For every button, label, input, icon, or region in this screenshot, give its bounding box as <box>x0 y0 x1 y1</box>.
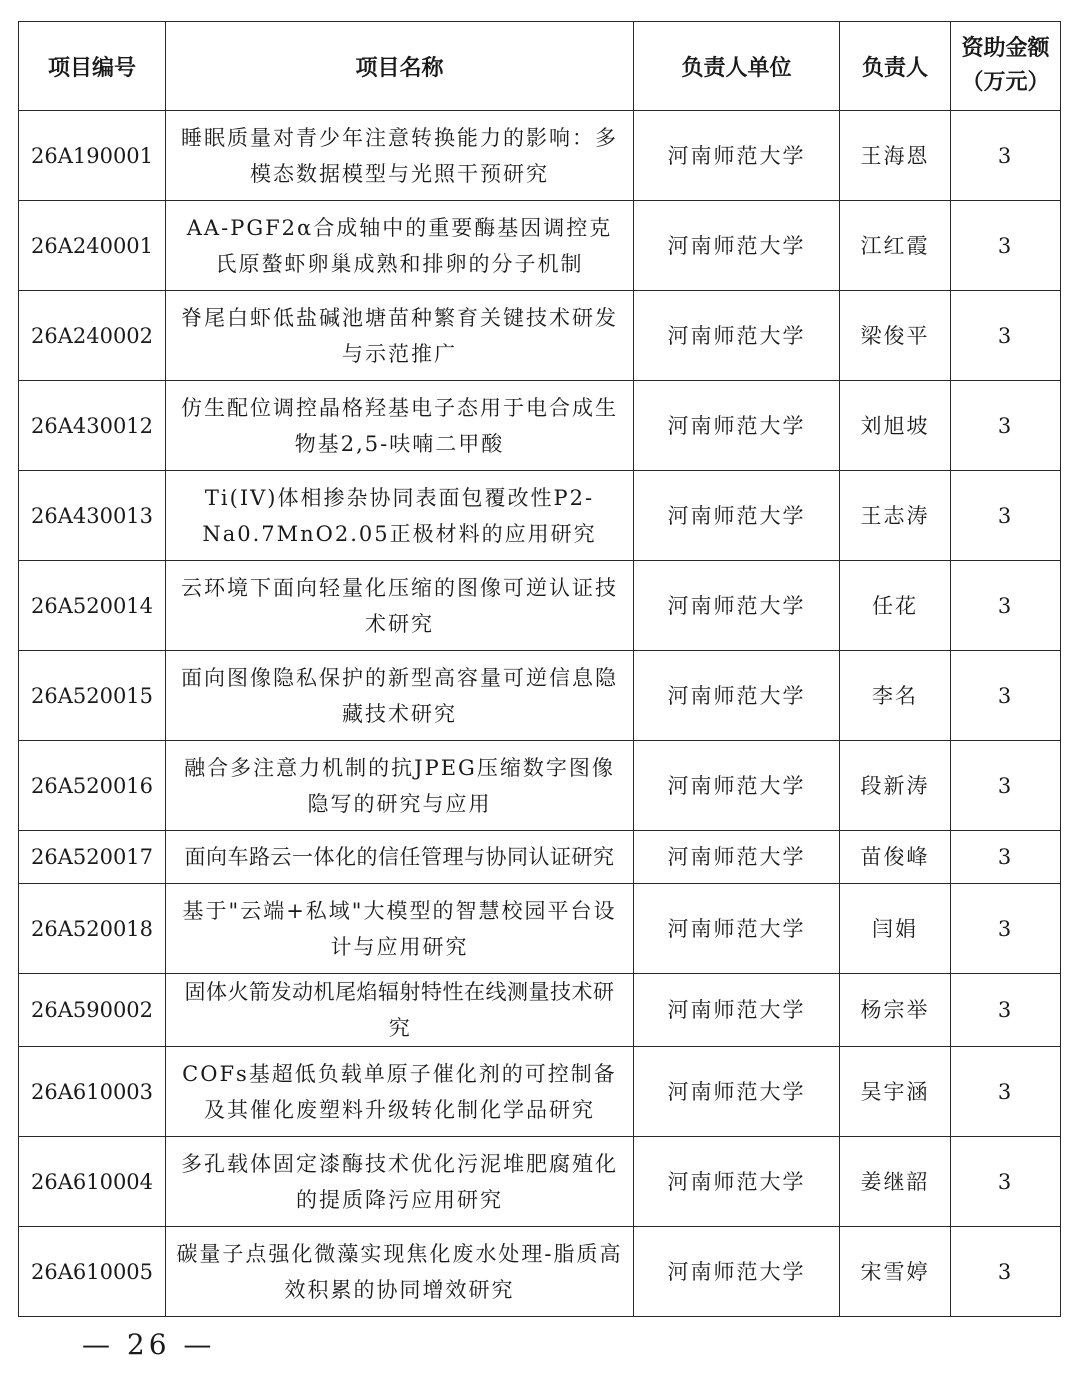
project-id-cell: 26A520014 <box>19 561 166 651</box>
leader-cell: 吴宇涵 <box>840 1047 951 1137</box>
project-id-cell: 26A240001 <box>19 201 166 291</box>
project-name-cell: 仿生配位调控晶格羟基电子态用于电合成生物基2,5-呋喃二甲酸 <box>166 381 634 471</box>
header-unit: 负责人单位 <box>634 22 840 111</box>
project-name-cell: 固体火箭发动机尾焰辐射特性在线测量技术研究 <box>166 974 634 1047</box>
project-id-cell: 26A520018 <box>19 884 166 974</box>
amount-cell: 3 <box>951 381 1061 471</box>
unit-cell: 河南师范大学 <box>634 561 840 651</box>
unit-cell: 河南师范大学 <box>634 741 840 831</box>
project-name-cell: 融合多注意力机制的抗JPEG压缩数字图像隐写的研究与应用 <box>166 741 634 831</box>
project-name-cell: COFs基超低负载单原子催化剂的可控制备及其催化废塑料升级转化制化学品研究 <box>166 1047 634 1137</box>
unit-cell: 河南师范大学 <box>634 471 840 561</box>
unit-cell: 河南师范大学 <box>634 651 840 741</box>
project-name-cell: 基于"云端+私域"大模型的智慧校园平台设计与应用研究 <box>166 884 634 974</box>
header-leader: 负责人 <box>840 22 951 111</box>
leader-cell: 杨宗举 <box>840 974 951 1047</box>
unit-cell: 河南师范大学 <box>634 884 840 974</box>
amount-cell: 3 <box>951 831 1061 884</box>
table-row <box>19 381 1061 471</box>
project-id-cell: 26A610004 <box>19 1137 166 1227</box>
leader-cell: 段新涛 <box>840 741 951 831</box>
table-row <box>19 651 1061 741</box>
unit-cell: 河南师范大学 <box>634 1227 840 1317</box>
project-id-cell: 26A430013 <box>19 471 166 561</box>
header-row <box>19 22 1061 111</box>
unit-cell: 河南师范大学 <box>634 111 840 201</box>
amount-cell: 3 <box>951 291 1061 381</box>
amount-cell: 3 <box>951 1047 1061 1137</box>
table-row <box>19 974 1061 1047</box>
table-row <box>19 741 1061 831</box>
leader-cell: 苗俊峰 <box>840 831 951 884</box>
amount-cell: 3 <box>951 884 1061 974</box>
page-number: — 26 — <box>82 1328 216 1361</box>
unit-cell: 河南师范大学 <box>634 201 840 291</box>
leader-cell: 宋雪婷 <box>840 1227 951 1317</box>
amount-cell: 3 <box>951 561 1061 651</box>
amount-cell: 3 <box>951 471 1061 561</box>
header-amount-line2: （万元） <box>961 70 1050 95</box>
project-name-cell: 面向图像隐私保护的新型高容量可逆信息隐藏技术研究 <box>166 651 634 741</box>
leader-cell: 李名 <box>840 651 951 741</box>
project-name-cell: 碳量子点强化微藻实现焦化废水处理-脂质高效积累的协同增效研究 <box>166 1227 634 1317</box>
amount-cell: 3 <box>951 1227 1061 1317</box>
project-name-cell: 多孔载体固定漆酶技术优化污泥堆肥腐殖化的提质降污应用研究 <box>166 1137 634 1227</box>
project-id-cell: 26A520017 <box>19 831 166 884</box>
project-name-cell: 睡眠质量对青少年注意转换能力的影响：多模态数据模型与光照干预研究 <box>166 111 634 201</box>
table-row <box>19 291 1061 381</box>
leader-cell: 任花 <box>840 561 951 651</box>
project-id-cell: 26A610005 <box>19 1227 166 1317</box>
unit-cell: 河南师范大学 <box>634 291 840 381</box>
project-name-cell: 云环境下面向轻量化压缩的图像可逆认证技术研究 <box>166 561 634 651</box>
project-id-cell: 26A240002 <box>19 291 166 381</box>
project-name-cell: AA-PGF2α合成轴中的重要酶基因调控克氏原螯虾卵巢成熟和排卵的分子机制 <box>166 201 634 291</box>
project-name-cell: 脊尾白虾低盐碱池塘苗种繁育关键技术研发与示范推广 <box>166 291 634 381</box>
amount-cell: 3 <box>951 1137 1061 1227</box>
project-id-cell: 26A520015 <box>19 651 166 741</box>
table-row <box>19 471 1061 561</box>
grant-table <box>18 21 1061 1317</box>
amount-cell: 3 <box>951 651 1061 741</box>
header-project-name: 项目名称 <box>166 22 634 111</box>
unit-cell: 河南师范大学 <box>634 1137 840 1227</box>
project-id-cell: 26A520016 <box>19 741 166 831</box>
amount-cell: 3 <box>951 201 1061 291</box>
header-amount-line1: 资助金额 <box>961 36 1050 61</box>
leader-cell: 江红霞 <box>840 201 951 291</box>
unit-cell: 河南师范大学 <box>634 381 840 471</box>
header-project-id: 项目编号 <box>19 22 166 111</box>
leader-cell: 梁俊平 <box>840 291 951 381</box>
project-id-cell: 26A190001 <box>19 111 166 201</box>
amount-cell: 3 <box>951 974 1061 1047</box>
table-row <box>19 1227 1061 1317</box>
table-row <box>19 561 1061 651</box>
leader-cell: 王海恩 <box>840 111 951 201</box>
unit-cell: 河南师范大学 <box>634 831 840 884</box>
table-row <box>19 1137 1061 1227</box>
leader-cell: 王志涛 <box>840 471 951 561</box>
unit-cell: 河南师范大学 <box>634 1047 840 1137</box>
leader-cell: 姜继韶 <box>840 1137 951 1227</box>
table-row <box>19 884 1061 974</box>
unit-cell: 河南师范大学 <box>634 974 840 1047</box>
amount-cell: 3 <box>951 111 1061 201</box>
project-name-cell: 面向车路云一体化的信任管理与协同认证研究 <box>166 831 634 884</box>
project-id-cell: 26A430012 <box>19 381 166 471</box>
table-row <box>19 1047 1061 1137</box>
leader-cell: 刘旭坡 <box>840 381 951 471</box>
leader-cell: 闫娟 <box>840 884 951 974</box>
project-id-cell: 26A590002 <box>19 974 166 1047</box>
table-row <box>19 201 1061 291</box>
table-row <box>19 831 1061 884</box>
project-id-cell: 26A610003 <box>19 1047 166 1137</box>
header-amount <box>951 22 1061 111</box>
amount-cell: 3 <box>951 741 1061 831</box>
table-row <box>19 111 1061 201</box>
project-name-cell: Ti(IV)体相掺杂协同表面包覆改性P2-Na0.7MnO2.05正极材料的应用研究 <box>166 471 634 561</box>
